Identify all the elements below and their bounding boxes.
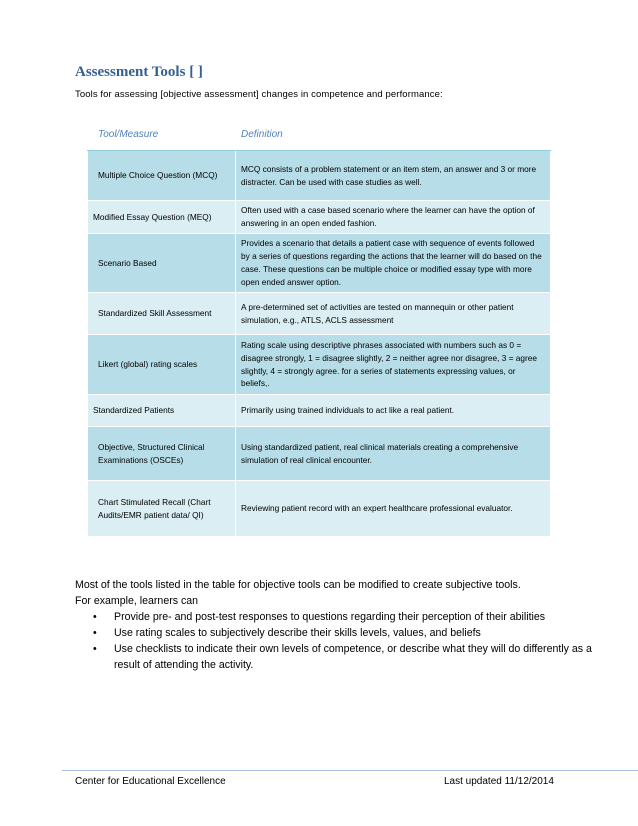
- definition-cell: Using standardized patient, real clinical materials creating a comprehensive simulation of real clinical encounter.: [236, 427, 551, 481]
- header-definition: Definition: [236, 119, 551, 151]
- intro-line: For example, learners can: [75, 595, 199, 607]
- tool-cell: Likert (global) rating scales: [88, 335, 236, 395]
- table-row: [88, 335, 551, 395]
- definition-cell: A pre-determined set of activities are tested on mannequin or other patient simulation, e.g., ATLS, ACLS assessment: [236, 293, 551, 335]
- tool-cell: Chart Stimulated Recall (Chart Audits/EMR patient data/ QI): [88, 481, 236, 537]
- table-row: [88, 293, 551, 335]
- intro-line: Most of the tools listed in the table for objective tools can be modified to create subjective tools.: [75, 579, 521, 591]
- definition-cell: Often used with a case based scenario where the learner can have the option of answering in an open ended fashion.: [236, 201, 551, 234]
- body-text: [75, 577, 595, 673]
- page-title: Assessment Tools [ ]: [75, 64, 203, 80]
- table-row: [88, 234, 551, 293]
- footer-last-updated: Last updated 11/12/2014: [444, 776, 554, 787]
- table-header-row: [88, 119, 551, 151]
- tool-cell: Standardized Patients: [88, 395, 236, 427]
- footer-organization: Center for Educational Excellence: [75, 776, 226, 787]
- bullet-icon: •: [93, 627, 97, 639]
- bullet-text: Use rating scales to subjectively describe their skills levels, values, and beliefs: [114, 627, 481, 639]
- list-item: [75, 641, 595, 673]
- header-tool-measure: Tool/Measure: [88, 119, 236, 151]
- tool-cell: Objective, Structured Clinical Examinations (OSCEs): [88, 427, 236, 481]
- definition-cell: Provides a scenario that details a patient case with sequence of events followed by a series of questions regarding the actions that the learner will do based on the case. These questions can be multiple choice or modified essay type with more open ended answer option.: [236, 234, 551, 293]
- definition-cell: MCQ consists of a problem statement or an item stem, an answer and 3 or more distracter. Can be used with case studies as well.: [236, 151, 551, 201]
- bullet-icon: •: [93, 643, 97, 655]
- tool-cell: Multiple Choice Question (MCQ): [88, 151, 236, 201]
- tool-cell: Standardized Skill Assessment: [88, 293, 236, 335]
- table-row: [88, 395, 551, 427]
- footer-divider: [62, 770, 638, 771]
- table-row: [88, 201, 551, 234]
- tool-cell: Scenario Based: [88, 234, 236, 293]
- tool-cell: Modified Essay Question (MEQ): [88, 201, 236, 234]
- bullet-list: [75, 609, 595, 673]
- bullet-text: Provide pre- and post-test responses to questions regarding their perception of their abilities: [114, 611, 546, 623]
- assessment-tools-table: [87, 118, 551, 537]
- table-row: [88, 151, 551, 201]
- definition-cell: Rating scale using descriptive phrases associated with numbers such as 0 = disagree strongly, 1 = disagree slightly, 2 = neither agree nor disagree, 3 = agree slightly, 4 = strongly agree. for a series of statements expressing values, or beliefs,.: [236, 335, 551, 395]
- list-item: [75, 609, 595, 625]
- definition-cell: Reviewing patient record with an expert healthcare professional evaluator.: [236, 481, 551, 537]
- bullet-text: Use checklists to indicate their own levels of competence, or describe what they will do differently as a result of attending the activity.: [114, 643, 592, 671]
- definition-cell: Primarily using trained individuals to act like a real patient.: [236, 395, 551, 427]
- page-subtitle: Tools for assessing [objective assessment] changes in competence and performance:: [75, 89, 443, 100]
- list-item: [75, 625, 595, 641]
- table-row: [88, 481, 551, 537]
- bullet-icon: •: [93, 611, 97, 623]
- table-row: [88, 427, 551, 481]
